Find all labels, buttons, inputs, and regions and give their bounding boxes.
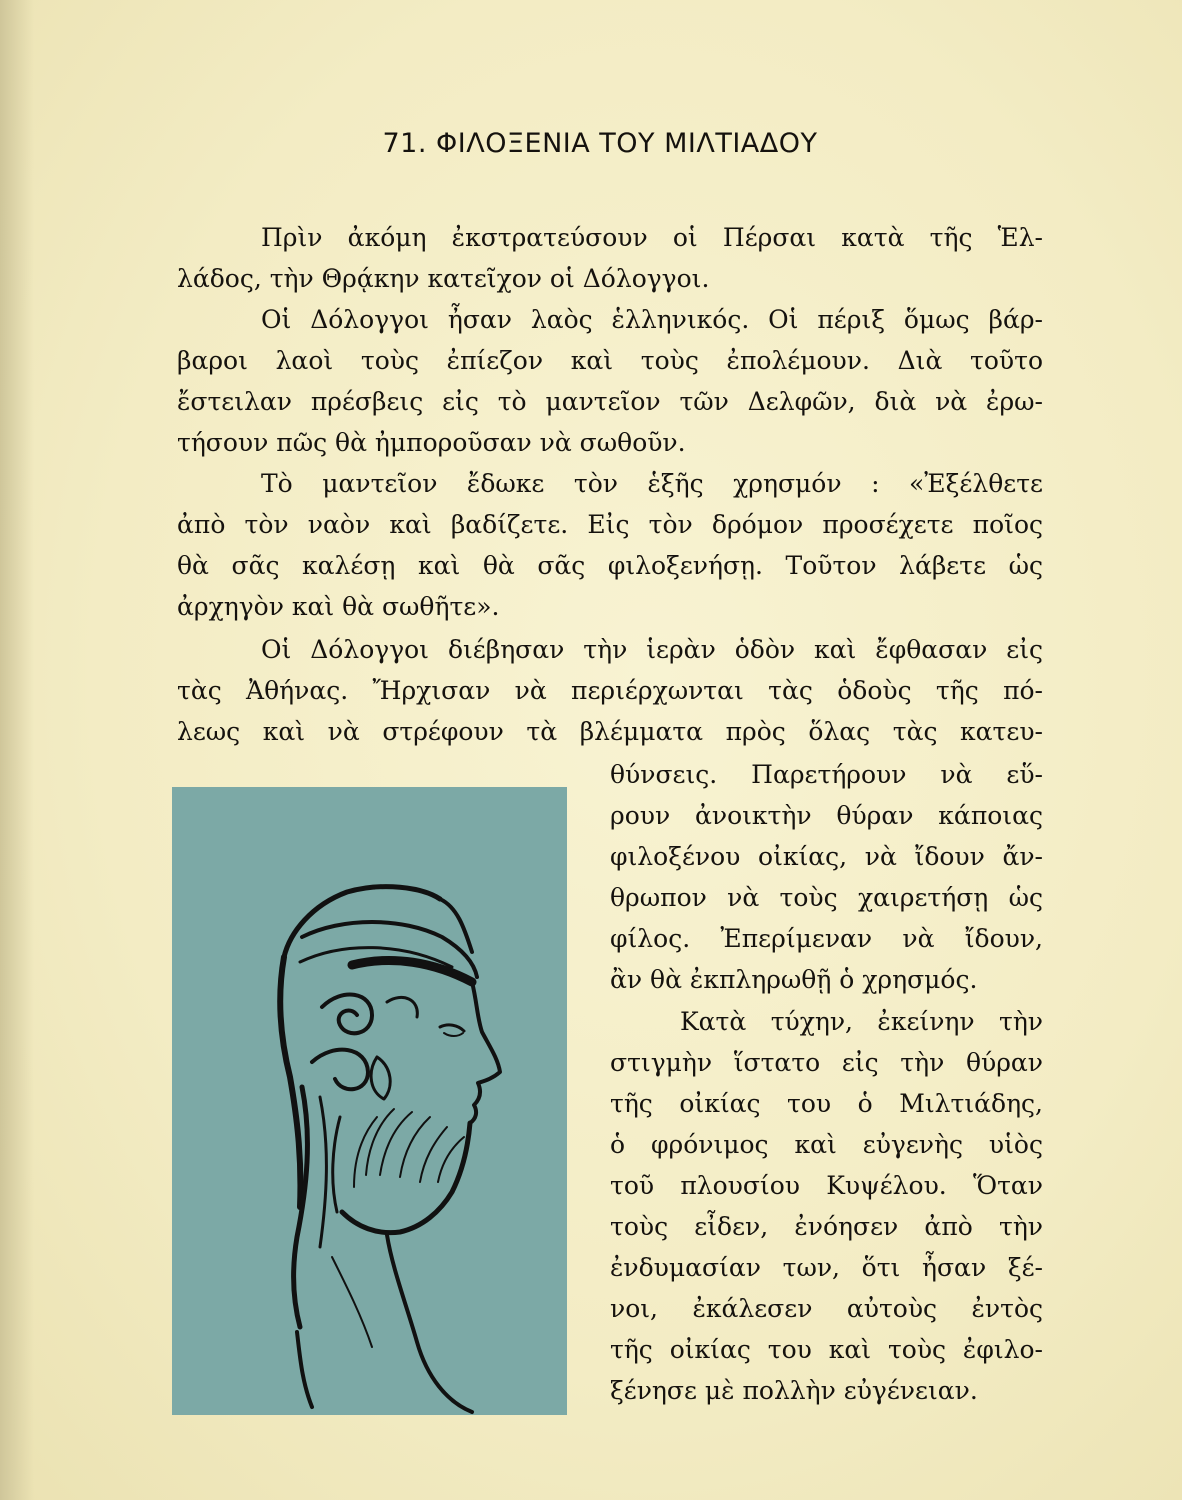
text-line: ξένησε μὲ πολλὴν εὐγένειαν. [610, 1376, 978, 1405]
text-line: λάδος, τὴν Θρᾴκην κατεῖχον οἱ Δόλογγοι. [177, 264, 710, 293]
text-line: λεως καὶ νὰ στρέφουν τὰ βλέμματα πρὸς ὅλας τὰς κατευ- [177, 717, 1043, 746]
text-line: νοι, ἐκάλεσεν αὐτοὺς ἐντὸς [610, 1294, 1043, 1323]
text-line: στιγμὴν ἵστατο εἰς τὴν θύραν [610, 1048, 1043, 1077]
text-line: Οἱ Δόλογγοι διέβησαν τὴν ἱερὰν ὁδὸν καὶ ἔφθασαν εἰς [261, 635, 1043, 664]
text-line: τοῦ πλουσίου Κυψέλου. Ὅταν [610, 1171, 1043, 1200]
text-line: ἀρχηγὸν καὶ θὰ σωθῆτε». [177, 592, 500, 621]
text-line: τῆς οἰκίας του ὁ Μιλτιάδης, [610, 1089, 1043, 1118]
text-line: Τὸ μαντεῖον ἔδωκε τὸν ἑξῆς χρησμόν : «Ἐξέλθετε [261, 469, 1043, 498]
text-line: θύνσεις. Παρετήρουν νὰ εὕ- [610, 760, 1043, 789]
text-line: Κατὰ τύχην, ἐκείνην τὴν [680, 1007, 1043, 1036]
text-line: θρωπον νὰ τοὺς χαιρετήσῃ ὡς [610, 883, 1043, 912]
text-line: φίλος. Ἐπερίμεναν νὰ ἴδουν, [610, 924, 1043, 953]
text-line: ἐνδυμασίαν των, ὅτι ἦσαν ξέ- [610, 1253, 1043, 1282]
text-line: θὰ σᾶς καλέσῃ καὶ θὰ σᾶς φιλοξενήσῃ. Τοῦτον λάβετε ὡς [177, 551, 1043, 580]
text-line: ὁ φρόνιμος καὶ εὐγενὴς υἱὸς [610, 1130, 1043, 1159]
text-line: ἔστειλαν πρέσβεις εἰς τὸ μαντεῖον τῶν Δελφῶν, διὰ νὰ ἐρω- [177, 387, 1043, 416]
text-line: τοὺς εἶδεν, ἐνόησεν ἀπὸ τὴν [610, 1212, 1043, 1241]
text-line: βαροι λαοὶ τοὺς ἐπίεζον καὶ τοὺς ἐπολέμουν. Διὰ τοῦτο [177, 346, 1043, 375]
helmeted-head-portrait-icon [172, 787, 567, 1415]
text-line: τήσουν πῶς θὰ ἠμποροῦσαν νὰ σωθοῦν. [177, 428, 686, 457]
page-gutter-shadow [0, 0, 34, 1500]
text-line: ρουν ἀνοικτὴν θύραν κάποιας [610, 801, 1043, 830]
text-line: ἂν θὰ ἐκπληρωθῇ ὁ χρησμός. [610, 965, 978, 994]
chapter-title: 71. ΦΙΛΟΞΕΝΙΑ ΤΟΥ ΜΙΛΤΙΑΔΟΥ [382, 128, 818, 159]
text-line: Πρὶν ἀκόμη ἐκστρατεύσουν οἱ Πέρσαι κατὰ τῆς Ἑλ- [261, 223, 1043, 252]
text-line: τῆς οἰκίας του καὶ τοὺς ἐφιλο- [610, 1335, 1043, 1364]
text-line: τὰς Ἀθήνας. Ἤρχισαν νὰ περιέρχωνται τὰς ὁδοὺς τῆς πό- [177, 676, 1043, 705]
text-line: φιλοξένου οἰκίας, νὰ ἴδουν ἄν- [610, 842, 1043, 871]
text-line: Οἱ Δόλογγοι ἦσαν λαὸς ἑλληνικός. Οἱ πέριξ ὅμως βάρ- [261, 305, 1043, 334]
illustration-panel [172, 787, 567, 1415]
text-line: ἀπὸ τὸν ναὸν καὶ βαδίζετε. Εἰς τὸν δρόμον προσέχετε ποῖος [177, 510, 1043, 539]
